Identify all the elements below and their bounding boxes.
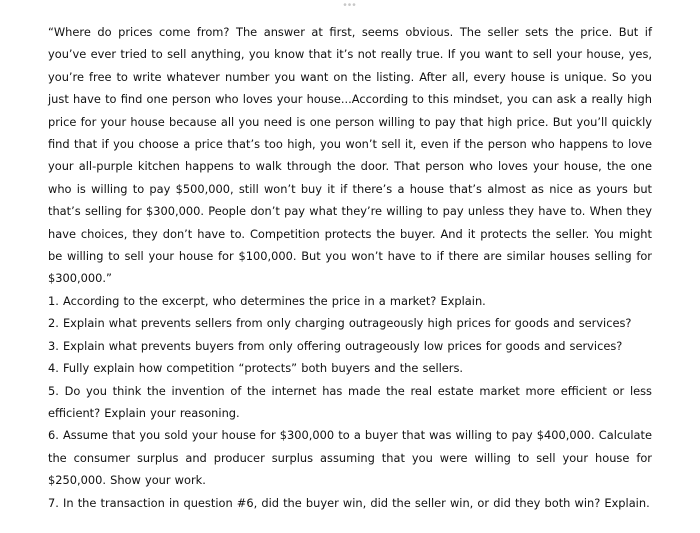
question-item-5: 5. Do you think the invention of the internet has made the real estate market more efficient or less efficient? Explain your reasoning.	[48, 383, 652, 420]
question-item-1: 1. According to the excerpt, who determines the price in a market? Explain.	[48, 293, 486, 308]
question-item-2: 2. Explain what prevents sellers from only charging outrageously high prices for goods and services?	[48, 316, 632, 331]
excerpt-paragraph: “Where do prices come from? The answer at first, seems obvious. The seller sets the price. But if you’ve ever tried to sell anything, you know that it’s not really true. If you want to sell your house, yes, you’re free to write whatever number you want on the listing. After all, every house is unique. So you just have to find one person who loves your house...According to this mindset, you can ask a really high price for your house because all you need is one person willing to pay that high price. But you’ll quickly find that if you choose a price that’s too high, you won’t sell it, even if the person who happens to love your all-purple kitchen happens to walk through the door. That person who loves your house, the one who is willing to pay $500,000, still won’t buy it if there’s a house that’s almost as nice as yours but that’s selling for $300,000. People don’t pay what they’re willing to pay unless they have to. When they have choices, they don’t have to. Competition protects the buyer. And it protects the seller. You might be willing to sell your house for $100,000. But you won’t have to if there are similar houses selling for $300,000.”	[48, 25, 652, 286]
question-item-4: 4. Fully explain how competition “protects” both buyers and the sellers.	[48, 361, 464, 376]
question-list	[48, 290, 652, 514]
question-item-6: 6. Assume that you sold your house for $300,000 to a buyer that was willing to pay $400,000. Calculate the consumer surplus and producer surplus assuming that you were willing to sell your house for $250,000. Show your work.	[48, 428, 652, 488]
question-item-7: 7. In the transaction in question #6, did the buyer win, did the seller win, or did they both win? Explain.	[48, 495, 650, 510]
page-indicator-dots: •••	[343, 0, 357, 11]
question-item-3: 3. Explain what prevents buyers from only offering outrageously low prices for goods and services?	[48, 338, 623, 353]
document-content	[48, 21, 652, 514]
